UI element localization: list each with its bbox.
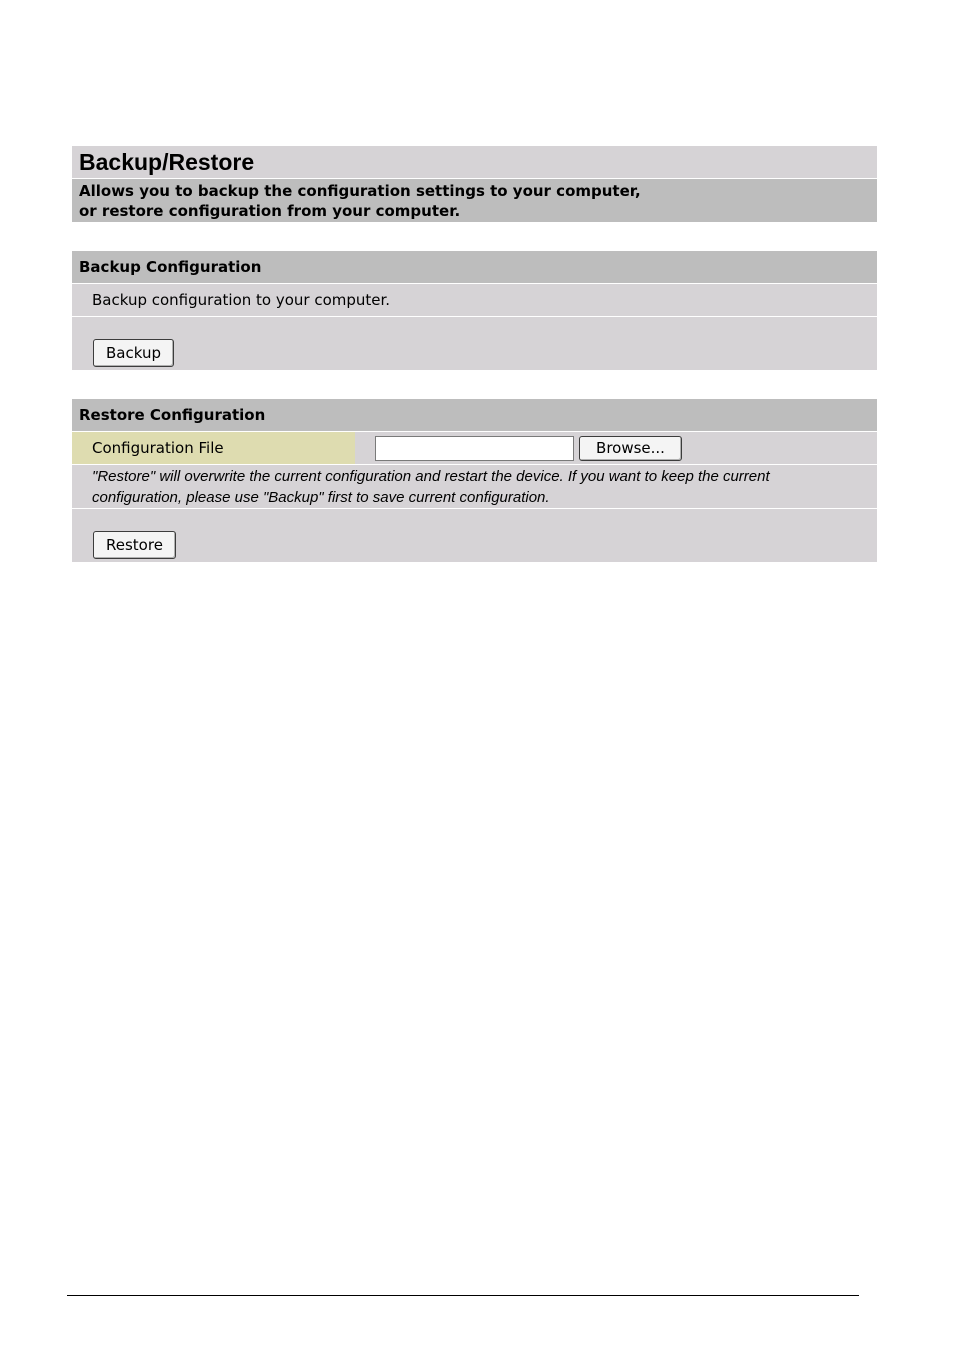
restore-button[interactable]: Restore bbox=[93, 531, 176, 559]
configuration-file-cell bbox=[355, 432, 877, 464]
backup-section-heading: Backup Configuration bbox=[72, 251, 877, 284]
backup-configuration-section bbox=[72, 251, 877, 370]
restore-warning-line-1: "Restore" will overwrite the current configuration and restart the device. If you want to keep the current bbox=[92, 468, 770, 485]
page-description bbox=[72, 179, 877, 222]
restore-warning-note bbox=[72, 465, 877, 509]
configuration-file-input[interactable] bbox=[375, 436, 574, 461]
footer-divider bbox=[67, 1295, 859, 1296]
configuration-file-label: Configuration File bbox=[72, 432, 355, 464]
restore-configuration-section bbox=[72, 399, 877, 562]
backup-button-row bbox=[72, 317, 877, 370]
configuration-file-row bbox=[72, 432, 877, 465]
backup-button[interactable]: Backup bbox=[93, 339, 174, 367]
page-description-line-2: or restore configuration from your computer. bbox=[79, 202, 461, 220]
page-description-line-1: Allows you to backup the configuration settings to your computer, bbox=[79, 182, 641, 200]
restore-button-row bbox=[72, 509, 877, 562]
backup-description: Backup configuration to your computer. bbox=[72, 284, 877, 317]
page-header bbox=[72, 146, 877, 222]
restore-section-heading: Restore Configuration bbox=[72, 399, 877, 432]
browse-button[interactable]: Browse... bbox=[579, 436, 682, 461]
restore-warning-line-2: configuration, please use "Backup" first to save current configuration. bbox=[92, 489, 550, 506]
page-title: Backup/Restore bbox=[72, 146, 877, 179]
